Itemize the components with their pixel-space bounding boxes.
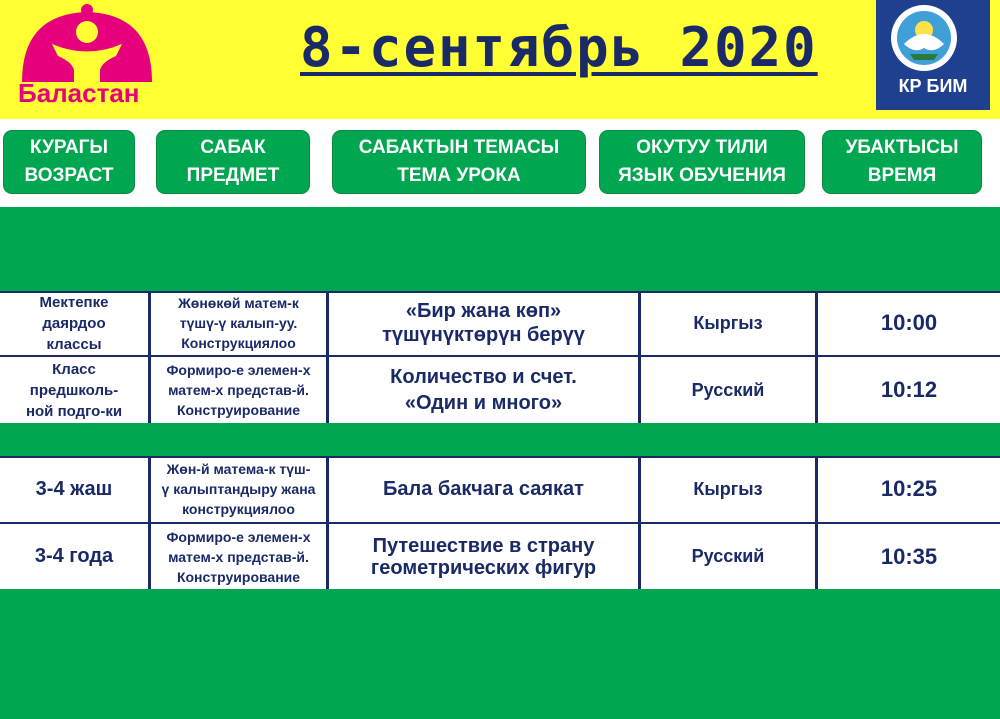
column-header-language: ОКУТУУ ТИЛИ ЯЗЫК ОБУЧЕНИЯ <box>600 131 804 193</box>
table-row <box>0 291 1000 355</box>
table-row <box>0 524 1000 589</box>
kyrgyz-emblem-icon <box>890 4 958 72</box>
language-cell: Кыргыз <box>693 312 763 333</box>
column-header-subject: САБАК ПРЕДМЕТ <box>157 131 309 193</box>
column-header-time: УБАКТЫСЫ ВРЕМЯ <box>823 131 981 193</box>
time-cell: 10:35 <box>880 543 938 569</box>
topic-cell: Бала бакчага саякат <box>383 477 584 500</box>
topic-cell: «Бир жана көп» түшүнүктөрүн берүү <box>382 300 585 346</box>
topic-cell: Количество и счет. «Один и много» <box>390 366 577 414</box>
time-cell: 10:25 <box>880 476 938 501</box>
age-cell: Мектепке даярдоо классы <box>39 293 109 353</box>
emblem-text: КР БИМ <box>898 76 968 96</box>
schedule-group-1 <box>0 291 1000 423</box>
subject-cell: Формиро-е элемен-х матем-х представ-й. Конструирование <box>166 528 311 585</box>
language-cell: Русский <box>691 546 765 566</box>
subject-cell: Жөнөкөй матем-к түшү-ү калып-уу. Конструкциялоо <box>178 295 299 351</box>
header-banner <box>0 0 1000 119</box>
age-cell: 3-4 года <box>34 545 114 567</box>
column-header-age: КУРАГЫ ВОЗРАСТ <box>4 131 134 193</box>
table-row <box>0 456 1000 522</box>
subject-cell: Жөн-й матема-к түш- ү калыптандыру жана конструкциялоо <box>161 461 316 517</box>
column-header-topic: САБАКТЫН ТЕМАСЫ ТЕМА УРОКА <box>333 131 585 193</box>
age-cell: 3-4 жаш <box>35 477 113 500</box>
table-row <box>0 357 1000 423</box>
topic-cell: Путешествие в страну геометрических фигур <box>370 534 597 579</box>
language-cell: Русский <box>691 379 765 400</box>
time-cell: 10:12 <box>880 377 938 402</box>
logo-text: Баластан <box>18 78 140 108</box>
age-cell: Класс предшколь- ной подго-ки <box>25 360 123 420</box>
schedule-group-2 <box>0 456 1000 589</box>
subject-cell: Формиро-е элемен-х матем-х представ-й. Конструирование <box>166 362 311 418</box>
page-title: 8-сентябрь 2020 <box>300 16 818 79</box>
language-cell: Кыргыз <box>693 478 763 499</box>
time-cell: 10:00 <box>880 310 938 335</box>
